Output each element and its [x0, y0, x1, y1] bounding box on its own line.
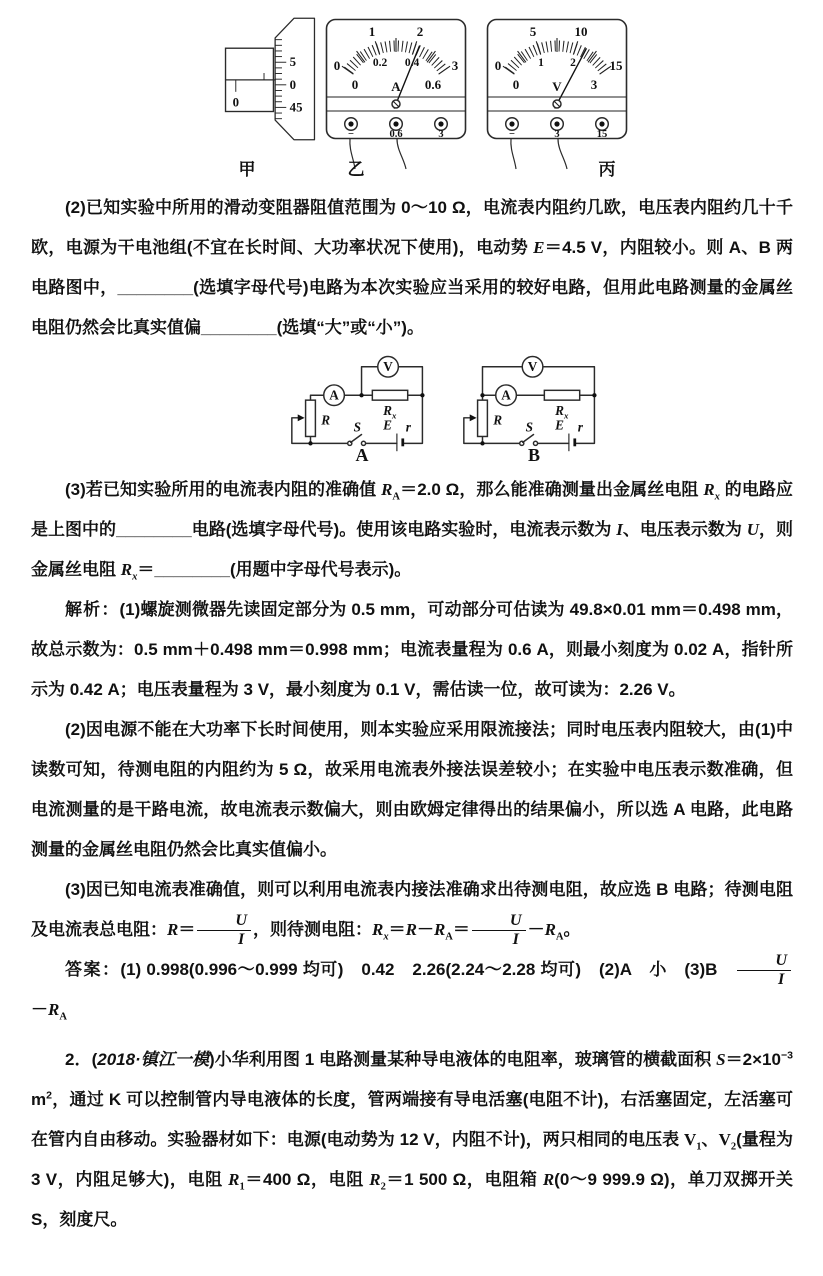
ammeter-unit-label: A	[391, 79, 401, 94]
voltmeter-outer-0: 0	[494, 58, 502, 73]
voltmeter-inner-2: 2	[570, 57, 576, 69]
question-part2-text: (2)已知实验中所用的滑动变阻器阻值范围为 0～10 Ω，电流表内阻约几欧，电压表内阻约几十千欧，电源为干电池组(不宜在长时间、大功率状况下使用)，电动势 E＝4.5 V，内阻较小。则 A、B 两电路图中，________(选填字母代号)电路为本次实验应当采用的较好电路，但用此电路测量的金属丝电阻仍然会比真实值偏________(选填“大”或“小”)。	[31, 198, 793, 337]
voltmeter-symbol: V	[383, 359, 393, 375]
internal-resistance-label: r	[405, 419, 411, 435]
rheostat-label: R	[493, 412, 503, 428]
micrometer-label-0: 0	[289, 78, 297, 93]
voltmeter-row-0: 0	[512, 77, 520, 92]
ammeter-symbol: A	[329, 387, 339, 403]
ammeter-terminal-3: 3	[438, 129, 444, 140]
voltmeter-outer-5: 5	[529, 24, 537, 39]
switch-blade	[523, 435, 534, 443]
ammeter-symbol: A	[501, 387, 511, 403]
micrometer-label-45: 45	[289, 100, 303, 115]
ammeter-outer-3: 3	[451, 58, 459, 73]
ammeter-row-06: 0.6	[424, 77, 442, 92]
answer-text: 答案：(1) 0.998(0.996～0.999 均可) 0.42 2.26(2.24～2.28 均可) (2)A 小 (3)B $\frac{U}{I}$ $-R_A$	[0, 950, 823, 1030]
rheostat-slider-arrow	[298, 414, 305, 421]
ammeter-outer-2: 2	[416, 24, 424, 39]
caption-circuit-A: A	[355, 445, 369, 465]
ammeter-inner-04: 0.4	[404, 57, 420, 69]
ammeter-diagram	[325, 18, 467, 170]
rheostat-label: R	[321, 412, 331, 428]
micrometer-label-5: 5	[289, 55, 297, 70]
voltmeter-diagram	[486, 18, 628, 170]
caption-yi: 乙	[347, 160, 365, 179]
voltmeter-terminal-3: 3	[554, 129, 560, 140]
voltmeter-terminal-minus: −	[509, 129, 515, 140]
micrometer-thimble-ticks	[275, 40, 286, 119]
internal-resistance-label: r	[577, 419, 583, 435]
ammeter-terminal-06: 0.6	[389, 129, 403, 140]
question2-intro-text: 2．(2018·镇江一模)小华利用图 1 电路测量某种导电液体的电阻率，玻璃管的横截面积 $S=2\times 10^{-3}$ $m^2$，通过 K 可以控制管内导电液体的长度，管两端接有导电活塞(电阻不计)，右活塞固定，左活塞可在管内自由移动。实验器材如下：电源(电动势为 12 V，内阻不计)，两只相同的电压表 $V_1$、$V_2$(量程为 3 V，内阻足够大)，电阻 $R_1=400$ Ω，电阻 $R_2=1$ 500 Ω，电阻箱 R(0～9 999.9 Ω)，单刀双掷开关 S，刻度尺。	[31, 1049, 793, 1229]
analysis-part3-text: (3)因已知电流表准确值，则可以利用电流表内接法准确求出待测电阻，故应选 B 电路；待测电阻及电流表总电阻：R＝ $\frac{U}{I}$ ，则待测电阻：$R_x=R-R_A=$ $\frac{U}{I}$ $-R_A$。	[31, 880, 793, 949]
ammeter-terminal-minus: −	[348, 129, 354, 140]
figure-instruments	[0, 0, 823, 188]
ammeter-needle	[394, 46, 419, 109]
emf-label: E	[383, 417, 392, 433]
voltmeter-row-3: 3	[590, 77, 598, 92]
ammeter-outer-1: 1	[368, 24, 376, 39]
rx-label: $R_x$	[383, 402, 397, 421]
caption-jia: 甲	[238, 160, 256, 179]
ammeter-row-0: 0	[351, 77, 359, 92]
switch-label: S	[353, 419, 362, 435]
voltmeter-inner-1: 1	[538, 57, 544, 69]
voltmeter-outer-10: 10	[574, 24, 588, 39]
voltmeter-outer-15: 15	[609, 58, 623, 73]
caption-bing: 丙	[598, 160, 616, 179]
rheostat-slider-arrow	[470, 414, 477, 421]
switch-blade	[351, 435, 362, 443]
micrometer-sleeve-zero: 0	[232, 95, 239, 110]
caption-circuit-B: B	[527, 445, 540, 465]
emf-label: E	[555, 417, 564, 433]
analysis-part1-text: 解析：(1)螺旋测微器先读固定部分为 0.5 mm，可动部分可估读为 49.8×0.01 mm＝0.498 mm，故总示数为：0.5 mm＋0.498 mm＝0.998 mm；电流表量程为 0.6 A，则最小刻度为 0.02 A，指针所示为 0.42 A；电压表量程为 3 V，最小刻度为 0.1 V，需估读一位，故可读为：2.26 V。	[31, 600, 793, 699]
voltmeter-terminal-15: 15	[596, 129, 608, 140]
ammeter-inner-02: 0.2	[372, 57, 388, 69]
voltmeter-unit-label: V	[552, 79, 562, 94]
micrometer-diagram	[222, 14, 318, 144]
figure-circuits	[0, 348, 823, 470]
switch-label: S	[525, 419, 534, 435]
ammeter-outer-0: 0	[333, 58, 341, 73]
question-part3-text: (3)若已知实验所用的电流表内阻的准确值 $R_A=2.0$ Ω，那么能准确测量出金属丝电阻 $R_x$ 的电路应是上图中的________电路(选填字母代号)。使用该电路实验时，电流表示数为 I、电压表示数为 U，则金属丝电阻 $R_x=\_\_\_\_\_\_\_\_$(用题中字母代号表示)。	[31, 480, 793, 583]
voltmeter-symbol: V	[527, 359, 538, 375]
analysis-part2-text: (2)因电源不能在大功率下长时间使用，则本实验应采用限流接法；同时电压表内阻较大，由(1)中读数可知，待测电阻的内阻约为 5 Ω，故采用电流表外接法误差较小；在实验中电压表示数准确，但电流测量的是干路电流，故电流表示数偏大，则由欧姆定律得出的结果偏小，所以选 A 电路，此电路测量的金属丝电阻仍然会比真实值偏小。	[31, 720, 793, 859]
rx-label: $R_x$	[555, 402, 569, 421]
